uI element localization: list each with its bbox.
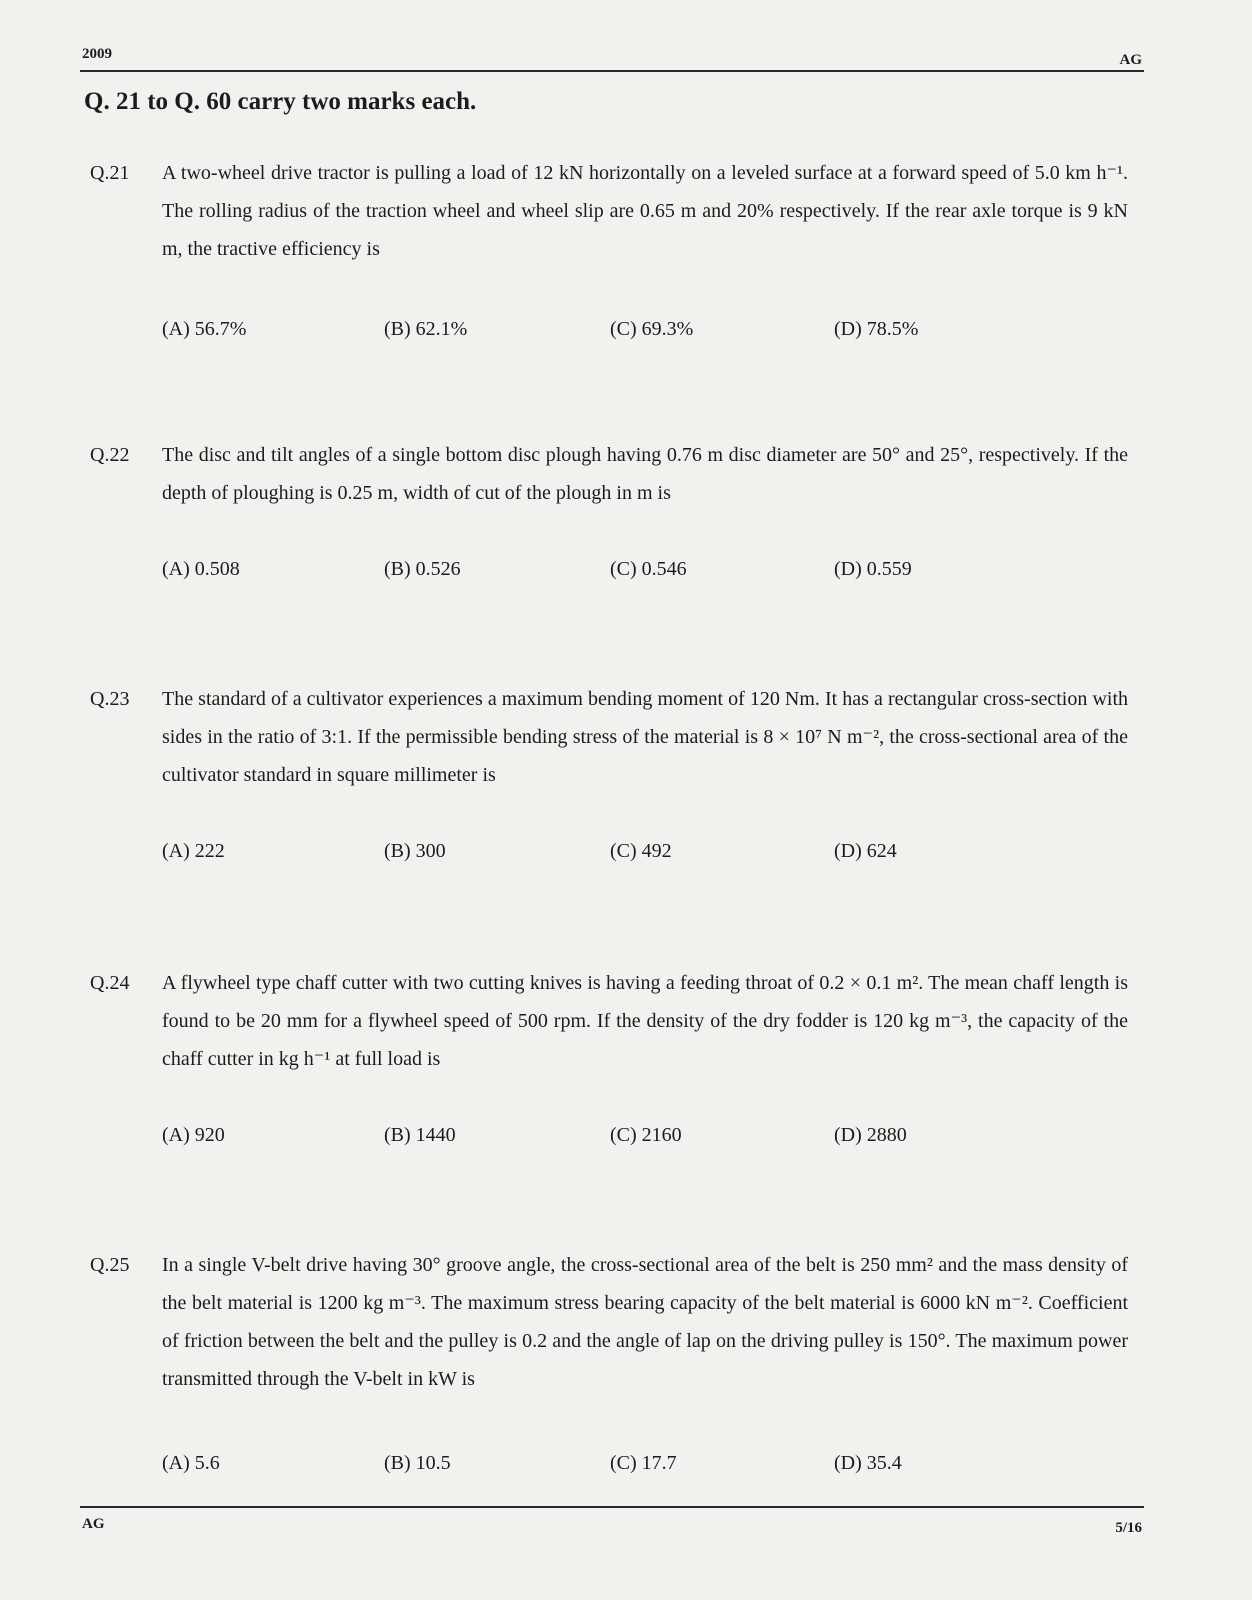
question-text: The standard of a cultivator experiences a maximum bending moment of 120 Nm. It has a rectangular cross-section with sides in the ratio of 3:1. If the permissible bending stress of the material is 8 × 10⁷ N m⁻², the cross-sectional area of the cultivator standard in square millimeter is — [162, 688, 1128, 786]
option-b: (B) 300 — [384, 840, 446, 862]
option-b: (B) 1440 — [384, 1124, 456, 1146]
option-c: (C) 17.7 — [610, 1452, 677, 1474]
question-text: The disc and tilt angles of a single bottom disc plough having 0.76 m disc diameter are 50° and 25°, respectively. If the depth of ploughing is 0.25 m, width of cut of the plough in m is — [162, 444, 1128, 504]
question-number: Q.24 — [90, 972, 130, 994]
header-paper-code: AG — [1119, 52, 1142, 68]
answer-options — [162, 558, 1062, 588]
option-d: (D) 624 — [834, 840, 897, 862]
option-c: (C) 492 — [610, 840, 672, 862]
option-a: (A) 0.508 — [162, 558, 240, 580]
section-heading: Q. 21 to Q. 60 carry two marks each. — [84, 88, 477, 115]
option-b: (B) 0.526 — [384, 558, 461, 580]
option-a: (A) 5.6 — [162, 1452, 220, 1474]
option-a: (A) 222 — [162, 840, 225, 862]
question-text: A flywheel type chaff cutter with two cutting knives is having a feeding throat of 0.2 × 0.1 m². The mean chaff length is found to be 20 mm for a flywheel speed of 500 rpm. If the density of the dry fodder is 120 kg m⁻³, the capacity of the chaff cutter in kg h⁻¹ at full load is — [162, 972, 1128, 1070]
option-b: (B) 62.1% — [384, 318, 468, 340]
answer-options — [162, 840, 1062, 870]
answer-options — [162, 318, 1062, 348]
question-number: Q.23 — [90, 688, 130, 710]
option-a: (A) 920 — [162, 1124, 225, 1146]
page-number: 5/16 — [1115, 1520, 1142, 1536]
question-number: Q.21 — [90, 162, 130, 184]
option-c: (C) 69.3% — [610, 318, 694, 340]
option-d: (D) 0.559 — [834, 558, 912, 580]
option-c: (C) 2160 — [610, 1124, 682, 1146]
header-rule — [80, 70, 1144, 72]
answer-options — [162, 1124, 1062, 1154]
question-number: Q.22 — [90, 444, 130, 466]
question-text: In a single V-belt drive having 30° groove angle, the cross-sectional area of the belt is 250 mm² and the mass density of the belt material is 1200 kg m⁻³. The maximum stress bearing capacity of the belt material is 6000 kN m⁻². Coefficient of friction between the belt and the pulley is 0.2 and the angle of lap on the driving pulley is 150°. The maximum power transmitted through the V-belt in kW is — [162, 1254, 1128, 1390]
question-number: Q.25 — [90, 1254, 130, 1276]
header-year: 2009 — [82, 46, 112, 62]
option-b: (B) 10.5 — [384, 1452, 451, 1474]
option-d: (D) 78.5% — [834, 318, 919, 340]
footer-paper-code: AG — [82, 1516, 105, 1532]
answer-options — [162, 1452, 1062, 1482]
footer-rule — [80, 1506, 1144, 1508]
option-a: (A) 56.7% — [162, 318, 247, 340]
option-d: (D) 2880 — [834, 1124, 907, 1146]
option-d: (D) 35.4 — [834, 1452, 902, 1474]
question-text: A two-wheel drive tractor is pulling a load of 12 kN horizontally on a leveled surface at a forward speed of 5.0 km h⁻¹. The rolling radius of the traction wheel and wheel slip are 0.65 m and 20% respectively. If the rear axle torque is 9 kN m, the tractive efficiency is — [162, 162, 1128, 260]
option-c: (C) 0.546 — [610, 558, 687, 580]
